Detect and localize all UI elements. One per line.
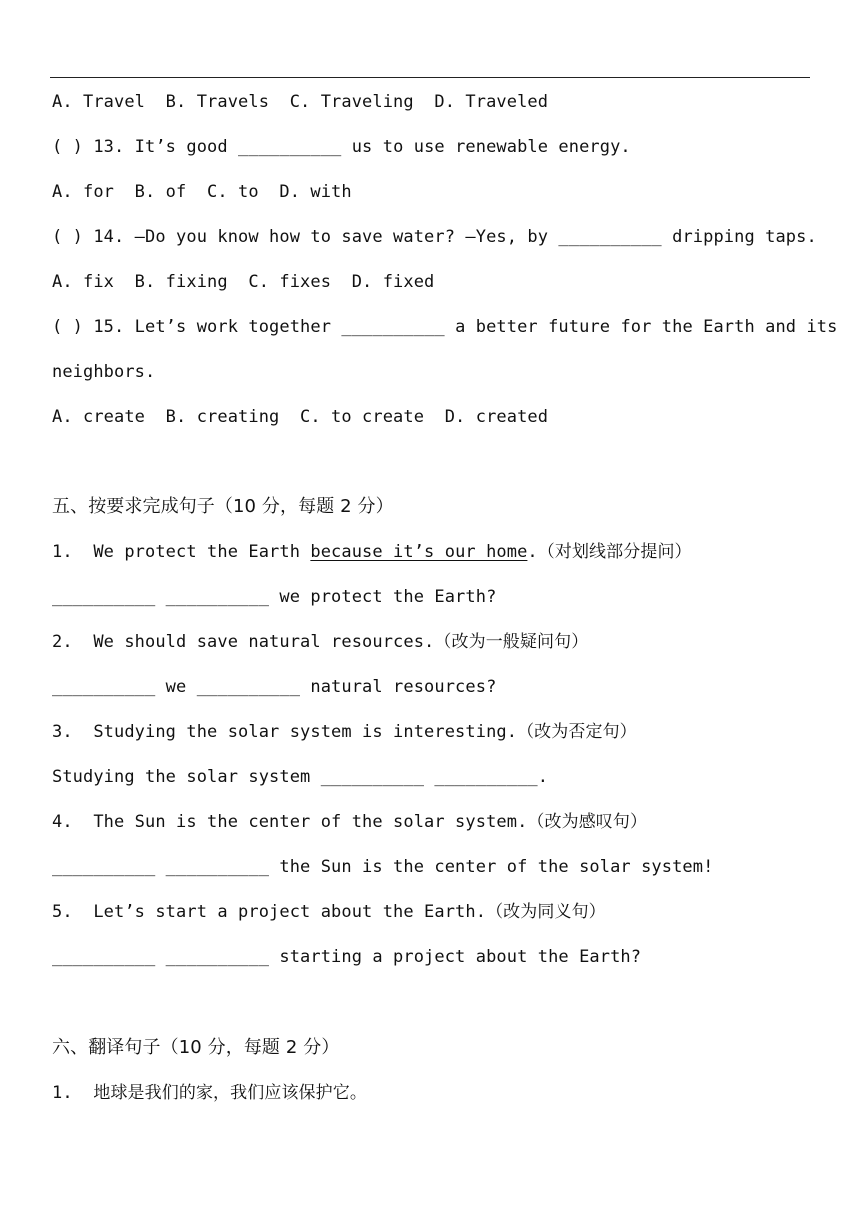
part5-item-1-after: .（对划线部分提问） <box>527 542 692 562</box>
part5-item-1-answer: __________ __________ we protect the Earth? <box>52 587 497 607</box>
q13-stem <box>52 132 631 162</box>
q13-stem-before: ( ) 13. It’s good <box>52 137 239 157</box>
part6-item-1-prompt: 1. 地球是我们的家，我们应该保护它。 <box>52 1083 367 1103</box>
part5-item-3-answer: Studying the solar system __________ __________. <box>52 767 549 787</box>
q13-blank: __________ <box>238 137 342 157</box>
q14-stem <box>52 222 817 252</box>
part5-item-2-answer: __________ we __________ natural resources? <box>52 677 497 697</box>
part5-item-1-before: 1. We protect the Earth <box>52 542 311 562</box>
q15-stem-continued: neighbors. <box>52 362 156 382</box>
part5-item-5-answer: __________ __________ starting a project about the Earth? <box>52 947 642 967</box>
part5-item-1-prompt <box>52 537 692 567</box>
q12-options: A. Travel B. Travels C. Traveling D. Traveled <box>52 92 549 112</box>
part5-item-1-underlined: because it’s our home <box>310 542 528 562</box>
q14-options: A. fix B. fixing C. fixes D. fixed <box>52 272 435 292</box>
q15-blank: __________ <box>341 317 445 337</box>
header-rule <box>50 77 810 78</box>
q14-stem-after: dripping taps. <box>661 227 817 247</box>
q15-stem-after: a better future for the Earth and its <box>444 317 838 337</box>
part6-heading: 六、翻译句子（10 分，每题 2 分） <box>52 1037 340 1058</box>
part5-item-4-prompt: 4. The Sun is the center of the solar system.（改为感叹句） <box>52 812 648 832</box>
part5-heading: 五、按要求完成句子（10 分，每题 2 分） <box>52 496 394 517</box>
q15-stem-before: ( ) 15. Let’s work together <box>52 317 342 337</box>
part5-item-3-prompt: 3. Studying the solar system is interesting.（改为否定句） <box>52 722 637 742</box>
part5-item-5-prompt: 5. Let’s start a project about the Earth.（改为同义句） <box>52 902 606 922</box>
q15-options: A. create B. creating C. to create D. created <box>52 407 549 427</box>
q14-blank: __________ <box>558 227 662 247</box>
q14-stem-before: ( ) 14. —Do you know how to save water? —Yes, by <box>52 227 559 247</box>
part5-item-2-prompt: 2. We should save natural resources.（改为一般疑问句） <box>52 632 589 652</box>
q15-stem <box>52 312 837 342</box>
q13-stem-after: us to use renewable energy. <box>341 137 631 157</box>
q13-options: A. for B. of C. to D. with <box>52 182 352 202</box>
part5-item-4-answer: __________ __________ the Sun is the center of the solar system! <box>52 857 714 877</box>
